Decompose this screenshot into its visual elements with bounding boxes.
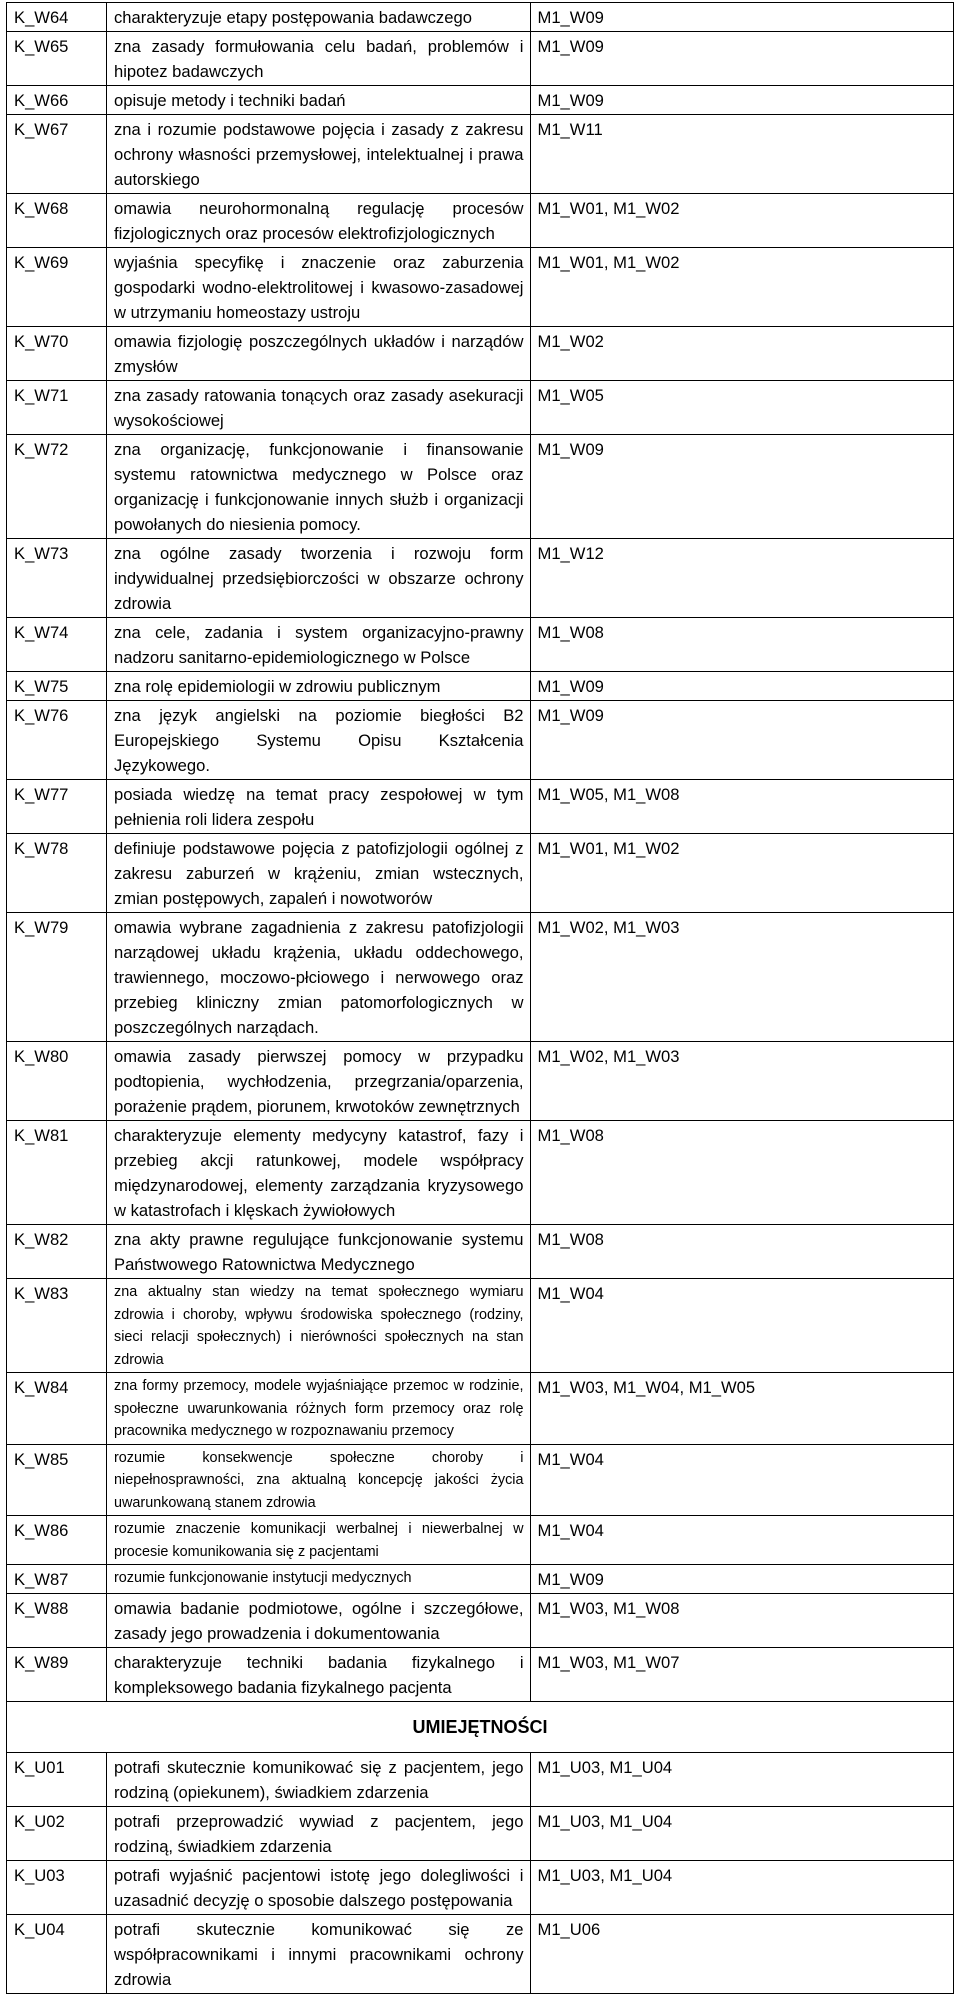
outcome-code: K_W71 — [7, 381, 107, 435]
outcome-reference: M1_W09 — [530, 32, 954, 86]
outcome-reference: M1_W09 — [530, 1565, 954, 1594]
outcome-code: K_W75 — [7, 672, 107, 701]
outcome-reference: M1_W09 — [530, 435, 954, 539]
outcome-code: K_W86 — [7, 1516, 107, 1565]
table-row — [7, 834, 954, 913]
table-row — [7, 327, 954, 381]
outcome-code: K_W80 — [7, 1042, 107, 1121]
outcome-description: potrafi wyjaśnić pacjentowi istotę jego dolegliwości i uzasadnić decyzję o sposobie dalszego postępowania — [107, 1861, 531, 1915]
outcome-code: K_U04 — [7, 1915, 107, 1994]
outcome-code: K_W82 — [7, 1225, 107, 1279]
outcome-code: K_U03 — [7, 1861, 107, 1915]
outcome-code: K_W67 — [7, 115, 107, 194]
table-row — [7, 618, 954, 672]
outcome-code: K_W72 — [7, 435, 107, 539]
outcome-code: K_W69 — [7, 248, 107, 327]
outcome-code: K_W87 — [7, 1565, 107, 1594]
table-row — [7, 1807, 954, 1861]
outcome-reference: M1_W04 — [530, 1444, 954, 1516]
outcome-description: omawia neurohormonalną regulację procesów fizjologicznych oraz procesów elektrofizjologicznych — [107, 194, 531, 248]
table-row — [7, 1121, 954, 1225]
outcome-reference: M1_W08 — [530, 1121, 954, 1225]
outcome-code: K_W73 — [7, 539, 107, 618]
table-row — [7, 1516, 954, 1565]
table-row — [7, 86, 954, 115]
table-row — [7, 1225, 954, 1279]
outcome-description: zna zasady ratowania tonących oraz zasady asekuracji wysokościowej — [107, 381, 531, 435]
outcome-description: zna język angielski na poziomie biegłości B2 Europejskiego Systemu Opisu Kształcenia Językowego. — [107, 701, 531, 780]
outcome-reference: M1_W01, M1_W02 — [530, 834, 954, 913]
outcome-code: K_W79 — [7, 913, 107, 1042]
learning-outcomes-table — [6, 2, 954, 1994]
outcome-code: K_W89 — [7, 1648, 107, 1702]
outcome-code: K_W83 — [7, 1279, 107, 1373]
outcome-code: K_W68 — [7, 194, 107, 248]
section-heading: UMIEJĘTNOŚCI — [7, 1702, 954, 1753]
table-row — [7, 1594, 954, 1648]
outcome-description: omawia badanie podmiotowe, ogólne i szczegółowe, zasady jego prowadzenia i dokumentowania — [107, 1594, 531, 1648]
outcome-description: charakteryzuje techniki badania fizykalnego i kompleksowego badania fizykalnego pacjenta — [107, 1648, 531, 1702]
outcome-code: K_U01 — [7, 1753, 107, 1807]
outcome-description: rozumie konsekwencje społeczne choroby i niepełnosprawności, zna aktualną koncepcję jakości życia uwarunkowaną stanem zdrowia — [107, 1444, 531, 1516]
outcome-description: opisuje metody i techniki badań — [107, 86, 531, 115]
table-row — [7, 381, 954, 435]
outcome-reference: M1_U03, M1_U04 — [530, 1807, 954, 1861]
skills-section — [7, 1702, 954, 1753]
outcome-description: charakteryzuje elementy medycyny katastrof, fazy i przebieg akcji ratunkowej, modele współpracy międzynarodowej, elementy zarządzania kryzysowego w katastrofach i klęskach żywiołowych — [107, 1121, 531, 1225]
outcome-reference: M1_W08 — [530, 618, 954, 672]
table-row — [7, 115, 954, 194]
table-row — [7, 248, 954, 327]
table-row — [7, 1915, 954, 1994]
outcome-reference: M1_U06 — [530, 1915, 954, 1994]
outcome-code: K_W77 — [7, 780, 107, 834]
table-row — [7, 1373, 954, 1445]
outcome-reference: M1_W03, M1_W07 — [530, 1648, 954, 1702]
knowledge-outcomes — [7, 3, 954, 1702]
table-row — [7, 1279, 954, 1373]
outcome-reference: M1_W09 — [530, 672, 954, 701]
outcome-code: K_W84 — [7, 1373, 107, 1445]
outcome-code: K_U02 — [7, 1807, 107, 1861]
outcome-reference: M1_W09 — [530, 3, 954, 32]
table-row — [7, 701, 954, 780]
outcome-description: zna cele, zadania i system organizacyjno-prawny nadzoru sanitarno-epidemiologicznego w Polsce — [107, 618, 531, 672]
outcome-reference: M1_W04 — [530, 1516, 954, 1565]
outcome-description: zna ogólne zasady tworzenia i rozwoju form indywidualnej przedsiębiorczości w obszarze ochrony zdrowia — [107, 539, 531, 618]
outcome-reference: M1_W02 — [530, 327, 954, 381]
outcome-code: K_W65 — [7, 32, 107, 86]
outcome-description: omawia wybrane zagadnienia z zakresu patofizjologii narządowej układu krążenia, układu oddechowego, trawiennego, moczowo-płciowego i nerwowego oraz przebieg kliniczny zmian patomorfologicznych w poszczególnych narządach. — [107, 913, 531, 1042]
outcome-reference: M1_W05 — [530, 381, 954, 435]
outcome-description: posiada wiedzę na temat pracy zespołowej w tym pełnienia roli lidera zespołu — [107, 780, 531, 834]
table-row — [7, 672, 954, 701]
outcome-reference: M1_W02, M1_W03 — [530, 1042, 954, 1121]
table-row — [7, 539, 954, 618]
outcome-description: potrafi przeprowadzić wywiad z pacjentem, jego rodziną, świadkiem zdarzenia — [107, 1807, 531, 1861]
outcome-description: definiuje podstawowe pojęcia z patofizjologii ogólnej z zakresu zaburzeń w krążeniu, zmian wstecznych, zmian postępowych, zapaleń i nowotworów — [107, 834, 531, 913]
outcome-code: K_W70 — [7, 327, 107, 381]
outcome-code: K_W78 — [7, 834, 107, 913]
outcome-description: omawia fizjologię poszczególnych układów i narządów zmysłów — [107, 327, 531, 381]
table-row — [7, 1042, 954, 1121]
outcome-description: potrafi skutecznie komunikować się z pacjentem, jego rodziną (opiekunem), świadkiem zdarzenia — [107, 1753, 531, 1807]
outcome-reference: M1_W08 — [530, 1225, 954, 1279]
table-row — [7, 1444, 954, 1516]
outcome-reference: M1_W09 — [530, 86, 954, 115]
table-row — [7, 913, 954, 1042]
section-heading-row — [7, 1702, 954, 1753]
outcome-description: charakteryzuje etapy postępowania badawczego — [107, 3, 531, 32]
outcome-code: K_W74 — [7, 618, 107, 672]
outcome-description: zna organizację, funkcjonowanie i finansowanie systemu ratownictwa medycznego w Polsce oraz organizację i funkcjonowanie innych służb i organizacji powołanych do niesienia pomocy. — [107, 435, 531, 539]
outcome-reference: M1_W03, M1_W08 — [530, 1594, 954, 1648]
outcome-reference: M1_W04 — [530, 1279, 954, 1373]
outcome-reference: M1_W01, M1_W02 — [530, 248, 954, 327]
outcome-description: zna zasady formułowania celu badań, problemów i hipotez badawczych — [107, 32, 531, 86]
skills-outcomes — [7, 1753, 954, 1994]
outcome-description: zna akty prawne regulujące funkcjonowanie systemu Państwowego Ratownictwa Medycznego — [107, 1225, 531, 1279]
table-row — [7, 1565, 954, 1594]
outcome-reference: M1_W05, M1_W08 — [530, 780, 954, 834]
outcome-reference: M1_W01, M1_W02 — [530, 194, 954, 248]
outcome-description: omawia zasady pierwszej pomocy w przypadku podtopienia, wychłodzenia, przegrzania/oparzenia, porażenie prądem, piorunem, krwotoków zewnętrznych — [107, 1042, 531, 1121]
outcome-code: K_W88 — [7, 1594, 107, 1648]
outcome-description: wyjaśnia specyfikę i znaczenie oraz zaburzenia gospodarki wodno-elektrolitowej i kwasowo-zasadowej w utrzymaniu homeostazy ustroju — [107, 248, 531, 327]
table-row — [7, 435, 954, 539]
outcome-description: potrafi skutecznie komunikować się ze współpracownikami i innymi pracownikami ochrony zdrowia — [107, 1915, 531, 1994]
outcome-description: zna i rozumie podstawowe pojęcia i zasady z zakresu ochrony własności przemysłowej, intelektualnej i prawa autorskiego — [107, 115, 531, 194]
outcome-code: K_W76 — [7, 701, 107, 780]
outcome-description: zna formy przemocy, modele wyjaśniające przemoc w rodzinie, społeczne uwarunkowania różnych form przemocy oraz rolę pracownika medycznego w rozpoznawaniu przemocy — [107, 1373, 531, 1445]
table-row — [7, 32, 954, 86]
table-row — [7, 3, 954, 32]
outcome-description: zna aktualny stan wiedzy na temat społecznego wymiaru zdrowia i choroby, wpływu środowiska społecznego (rodziny, sieci relacji społecznych) i nierówności społecznych na stan zdrowia — [107, 1279, 531, 1373]
outcome-reference: M1_U03, M1_U04 — [530, 1753, 954, 1807]
outcome-reference: M1_U03, M1_U04 — [530, 1861, 954, 1915]
table-row — [7, 1648, 954, 1702]
table-row — [7, 1861, 954, 1915]
table-row — [7, 194, 954, 248]
outcome-reference: M1_W12 — [530, 539, 954, 618]
outcome-code: K_W66 — [7, 86, 107, 115]
table-row — [7, 780, 954, 834]
outcome-description: zna rolę epidemiologii w zdrowiu publicznym — [107, 672, 531, 701]
outcome-reference: M1_W09 — [530, 701, 954, 780]
outcome-description: rozumie funkcjonowanie instytucji medycznych — [107, 1565, 531, 1594]
outcome-reference: M1_W03, M1_W04, M1_W05 — [530, 1373, 954, 1445]
outcome-code: K_W64 — [7, 3, 107, 32]
outcome-code: K_W81 — [7, 1121, 107, 1225]
outcome-reference: M1_W02, M1_W03 — [530, 913, 954, 1042]
table-row — [7, 1753, 954, 1807]
outcome-description: rozumie znaczenie komunikacji werbalnej i niewerbalnej w procesie komunikowania się z pacjentami — [107, 1516, 531, 1565]
outcome-reference: M1_W11 — [530, 115, 954, 194]
outcome-code: K_W85 — [7, 1444, 107, 1516]
